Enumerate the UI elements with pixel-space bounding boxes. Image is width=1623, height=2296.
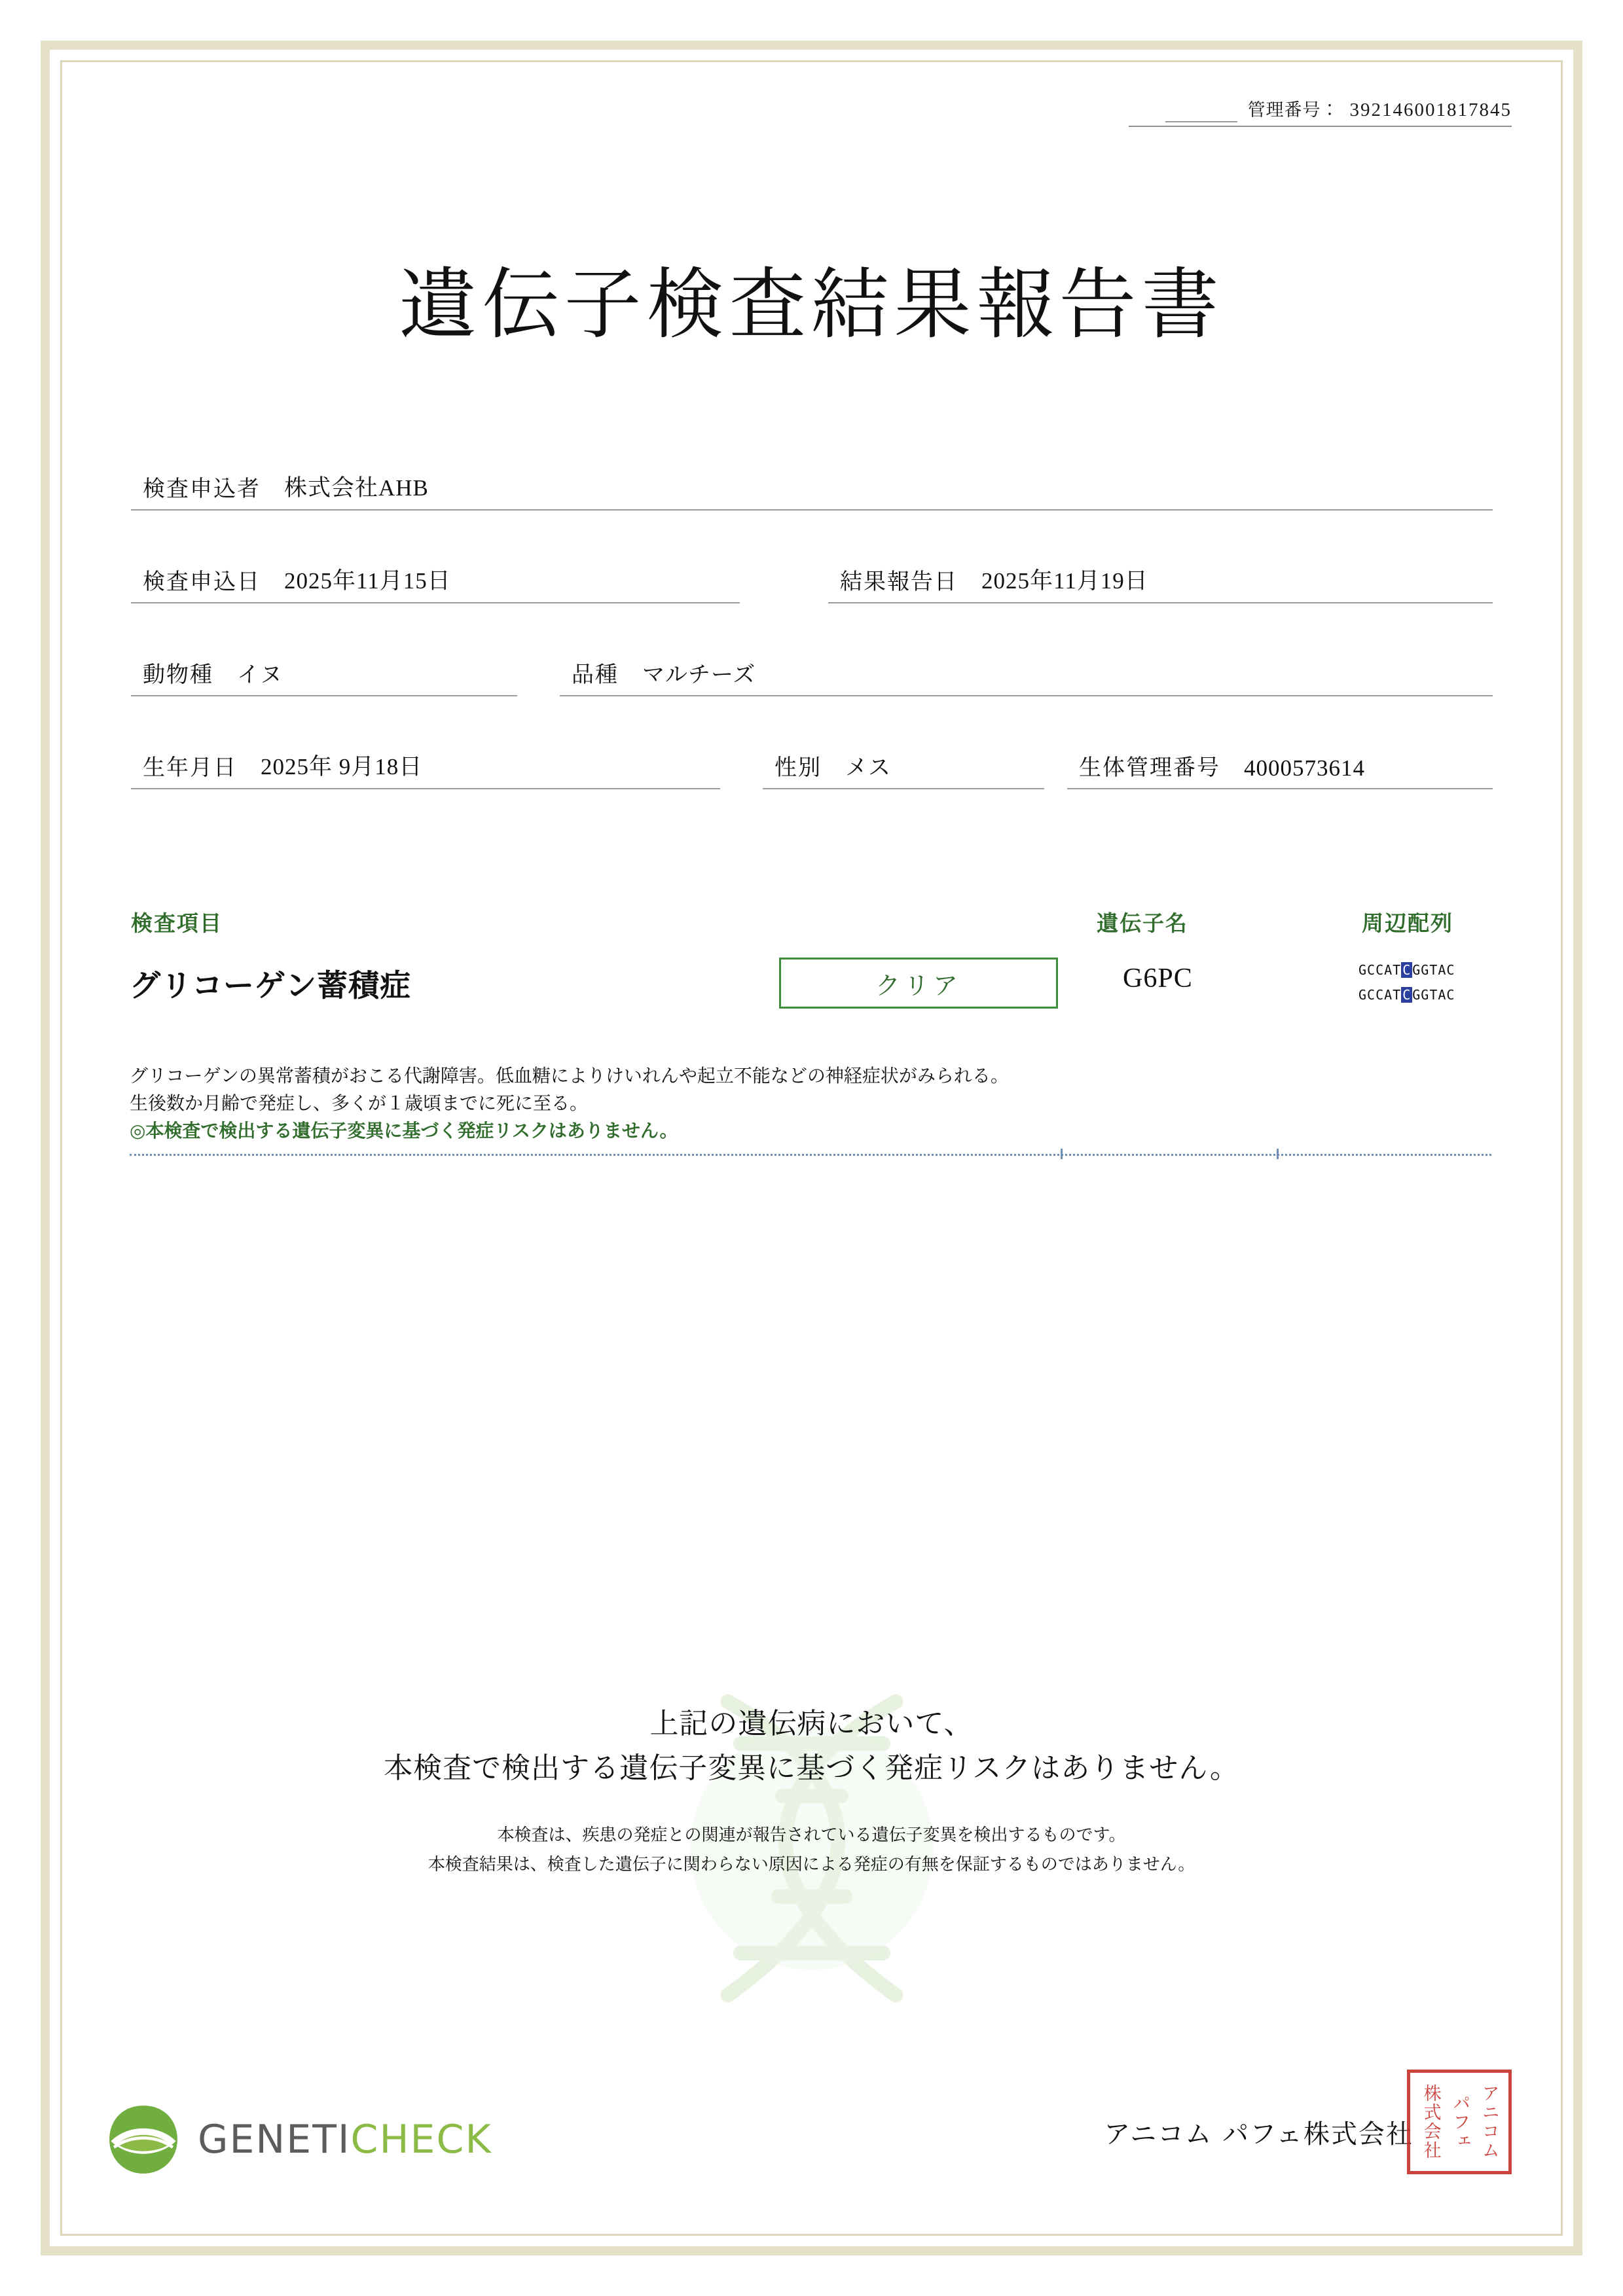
field-apply-date: [131, 558, 740, 603]
section-divider: [130, 1154, 1491, 1156]
management-number-label: 管理番号：: [1247, 100, 1340, 120]
info-row-dates: [131, 558, 1493, 651]
report-content: [98, 79, 1525, 2217]
seal-column-2: パフェ: [1450, 2093, 1470, 2151]
company-seal: [1407, 2070, 1512, 2174]
logo-word-geneti: GENETI: [198, 2117, 351, 2162]
info-row-birth: [131, 744, 1493, 836]
field-birth-date: [131, 744, 720, 789]
sequence-highlight-1: C: [1402, 962, 1412, 978]
description-line-2: 生後数か月齢で発症し、多くが１歳頃までに死に至る。: [130, 1092, 589, 1114]
animal-id-label: 生体管理番号: [1079, 755, 1220, 781]
column-header-test-item: 検査項目: [131, 910, 223, 936]
seal-column-1: アニコム: [1478, 2084, 1499, 2160]
section-divider-tick-1: [1061, 1149, 1063, 1159]
sequence-left-1: GCCAT: [1359, 962, 1402, 978]
leaf-icon: [105, 2101, 182, 2178]
summary-line-1: 上記の遺伝病において、: [649, 1707, 974, 1740]
report-date-label: 結果報告日: [840, 569, 958, 595]
disease-description: [130, 1062, 1491, 1145]
sequence-highlight-2: C: [1402, 987, 1412, 1003]
section-divider-tick-2: [1277, 1149, 1279, 1159]
field-report-date: [828, 558, 1493, 603]
result-section: [118, 906, 1506, 1141]
breed-label: 品種: [572, 662, 619, 688]
summary-disclaimer: [98, 1821, 1525, 1878]
management-number-underline: [1129, 126, 1512, 127]
field-breed: [560, 651, 1493, 696]
management-number-rule: [1165, 101, 1237, 122]
apply-date-value: 2025年11月15日: [284, 568, 451, 594]
sequence-right-2: GGTAC: [1412, 987, 1455, 1003]
sequence-left-2: GCCAT: [1359, 987, 1402, 1003]
field-animal-id: [1067, 744, 1493, 789]
birth-date-value: 2025年 9月18日: [261, 754, 423, 780]
result-row: [118, 958, 1506, 1141]
column-header-sequence: 周辺配列: [1362, 910, 1453, 936]
gene-name: G6PC: [1123, 963, 1193, 994]
breed-value: マルチーズ: [642, 662, 756, 688]
description-line-1: グリコーゲンの異常蓄積がおこる代謝障害。低血糖によりけいれんや起立不能などの神経症状がみられる。: [130, 1065, 1009, 1086]
sex-label: 性別: [775, 755, 822, 781]
footer: [98, 2047, 1525, 2198]
field-sex: [763, 744, 1044, 789]
summary-line-2: 本検査で検出する遺伝子変異に基づく発症リスクはありません。: [384, 1751, 1239, 1785]
species-value: イヌ: [237, 662, 283, 688]
result-header-row: [118, 906, 1506, 943]
report-date-value: 2025年11月19日: [981, 568, 1148, 594]
animal-id-value: 4000573614: [1244, 755, 1365, 781]
logo-word-check: CHECK: [350, 2117, 492, 2162]
geneticheck-logo: [105, 2101, 492, 2178]
field-species: [131, 651, 517, 696]
disease-name: グリコーゲン蓄積症: [130, 968, 412, 1004]
applicant-label: 検査申込者: [143, 476, 261, 502]
apply-date-label: 検査申込日: [143, 569, 261, 595]
sequence-right-1: GGTAC: [1412, 962, 1455, 978]
birth-date-label: 生年月日: [143, 755, 237, 781]
page-title: 遺伝子検査結果報告書: [399, 259, 1224, 350]
status-badge-label: クリア: [875, 971, 962, 1000]
info-section: [131, 465, 1493, 836]
seal-column-3: 株式会社: [1420, 2084, 1441, 2160]
description-note: ◎本検査で検出する遺伝子変異に基づく発症リスクはありません。: [130, 1120, 678, 1141]
summary-block: [98, 1702, 1525, 1879]
disclaimer-line-2: 本検査結果は、検査した遺伝子に関わらない原因による発症の有無を保証するものではありません。: [428, 1854, 1195, 1874]
company-name: アニコム パフェ株式会社: [1104, 2119, 1413, 2149]
management-number: [1165, 96, 1512, 122]
species-label: 動物種: [143, 662, 213, 688]
status-badge: [779, 958, 1058, 1009]
sequence-block: [1359, 958, 1455, 1007]
disclaimer-line-1: 本検査は、疾患の発症との関連が報告されている遺伝子変異を検出するものです。: [497, 1825, 1126, 1846]
column-header-gene-name: 遺伝子名: [1097, 910, 1188, 936]
info-row-applicant: [131, 465, 1493, 558]
sequence-line-2: [1359, 982, 1455, 1007]
sequence-line-1: [1359, 958, 1455, 982]
logo-wordmark: [198, 2117, 492, 2162]
sex-value: メス: [845, 755, 891, 781]
info-row-animal: [131, 651, 1493, 744]
applicant-value: 株式会社AHB: [284, 475, 429, 501]
field-applicant: [131, 465, 1493, 511]
management-number-value: 392146001817845: [1349, 99, 1512, 120]
